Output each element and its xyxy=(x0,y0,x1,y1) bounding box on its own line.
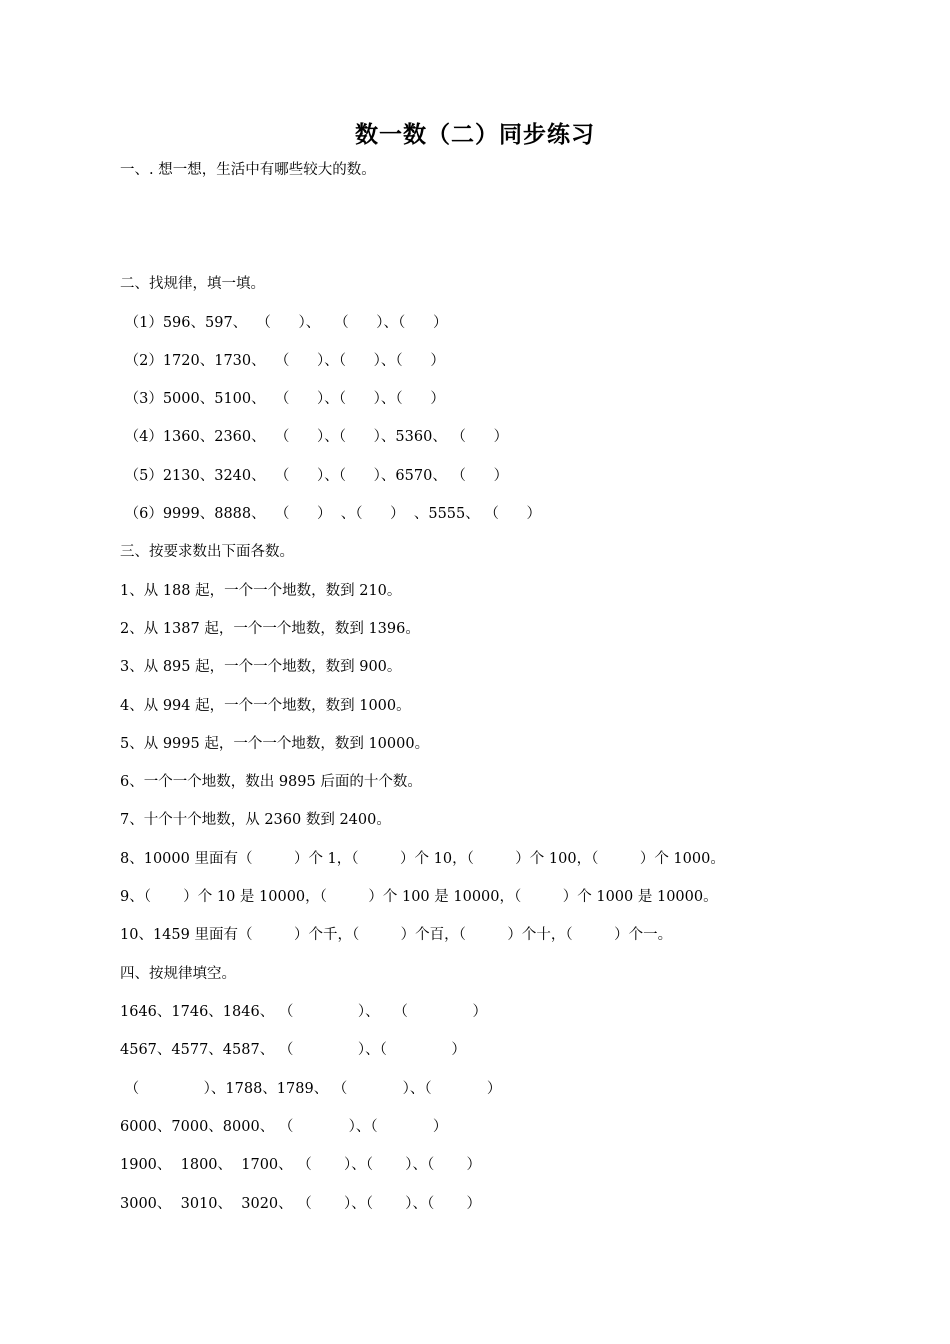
count-item-3: 3、从 895 起，一个一个地数，数到 900。 xyxy=(120,659,402,675)
count-item-6: 6、一个一个地数，数出 9895 后面的十个数。 xyxy=(120,774,422,790)
section-1-heading: 一、. 想一想，生活中有哪些较大的数。 xyxy=(120,162,376,178)
rule-item-3: （ ）、1788、1789、 （ ）、（ ） xyxy=(120,1081,502,1097)
section-3-heading: 三、按要求数出下面各数。 xyxy=(120,544,294,560)
section-2-heading: 二、找规律，填一填。 xyxy=(120,276,265,292)
pattern-item-3: （3）5000、5100、 （ ）、（ ）、（ ） xyxy=(120,391,445,407)
count-item-10: 10、1459 里面有（ ）个千，（ ）个百，（ ）个十，（ ）个一。 xyxy=(120,927,673,943)
count-item-4: 4、从 994 起，一个一个地数，数到 1000。 xyxy=(120,698,411,714)
count-item-9: 9、（ ）个 10 是 10000，（ ）个 100 是 10000，（ ）个 1000 是 10000。 xyxy=(120,889,718,905)
pattern-item-5: （5）2130、3240、 （ ）、（ ）、6570、 （ ） xyxy=(120,468,509,484)
rule-item-6: 3000、 3010、 3020、 （ ）、（ ）、（ ） xyxy=(120,1196,482,1212)
count-item-2: 2、从 1387 起，一个一个地数，数到 1396。 xyxy=(120,621,420,637)
pattern-item-2: （2）1720、1730、 （ ）、（ ）、（ ） xyxy=(120,353,445,369)
count-item-8: 8、10000 里面有（ ）个 1，（ ）个 10，（ ）个 100，（ ）个 1000。 xyxy=(120,851,725,867)
rule-item-4: 6000、7000、8000、 （ ）、（ ） xyxy=(120,1119,448,1135)
pattern-item-1: （1）596、597、 （ ）、 （ ）、（ ） xyxy=(120,315,448,331)
rule-item-1: 1646、1746、1846、 （ ）、 （ ） xyxy=(120,1004,487,1020)
page-title: 数一数（二）同步练习 xyxy=(355,122,595,148)
rule-item-2: 4567、4577、4587、 （ ）、（ ） xyxy=(120,1042,466,1058)
count-item-5: 5、从 9995 起，一个一个地数，数到 10000。 xyxy=(120,736,430,752)
count-item-1: 1、从 188 起，一个一个地数，数到 210。 xyxy=(120,583,402,599)
count-item-7: 7、十个十个地数，从 2360 数到 2400。 xyxy=(120,812,391,828)
pattern-item-6: （6）9999、8888、 （ ） 、（ ） 、5555、 （ ） xyxy=(120,506,542,522)
pattern-item-4: （4）1360、2360、 （ ）、（ ）、5360、 （ ） xyxy=(120,429,509,445)
section-4-heading: 四、按规律填空。 xyxy=(120,966,236,982)
rule-item-5: 1900、 1800、 1700、 （ ）、（ ）、（ ） xyxy=(120,1157,482,1173)
